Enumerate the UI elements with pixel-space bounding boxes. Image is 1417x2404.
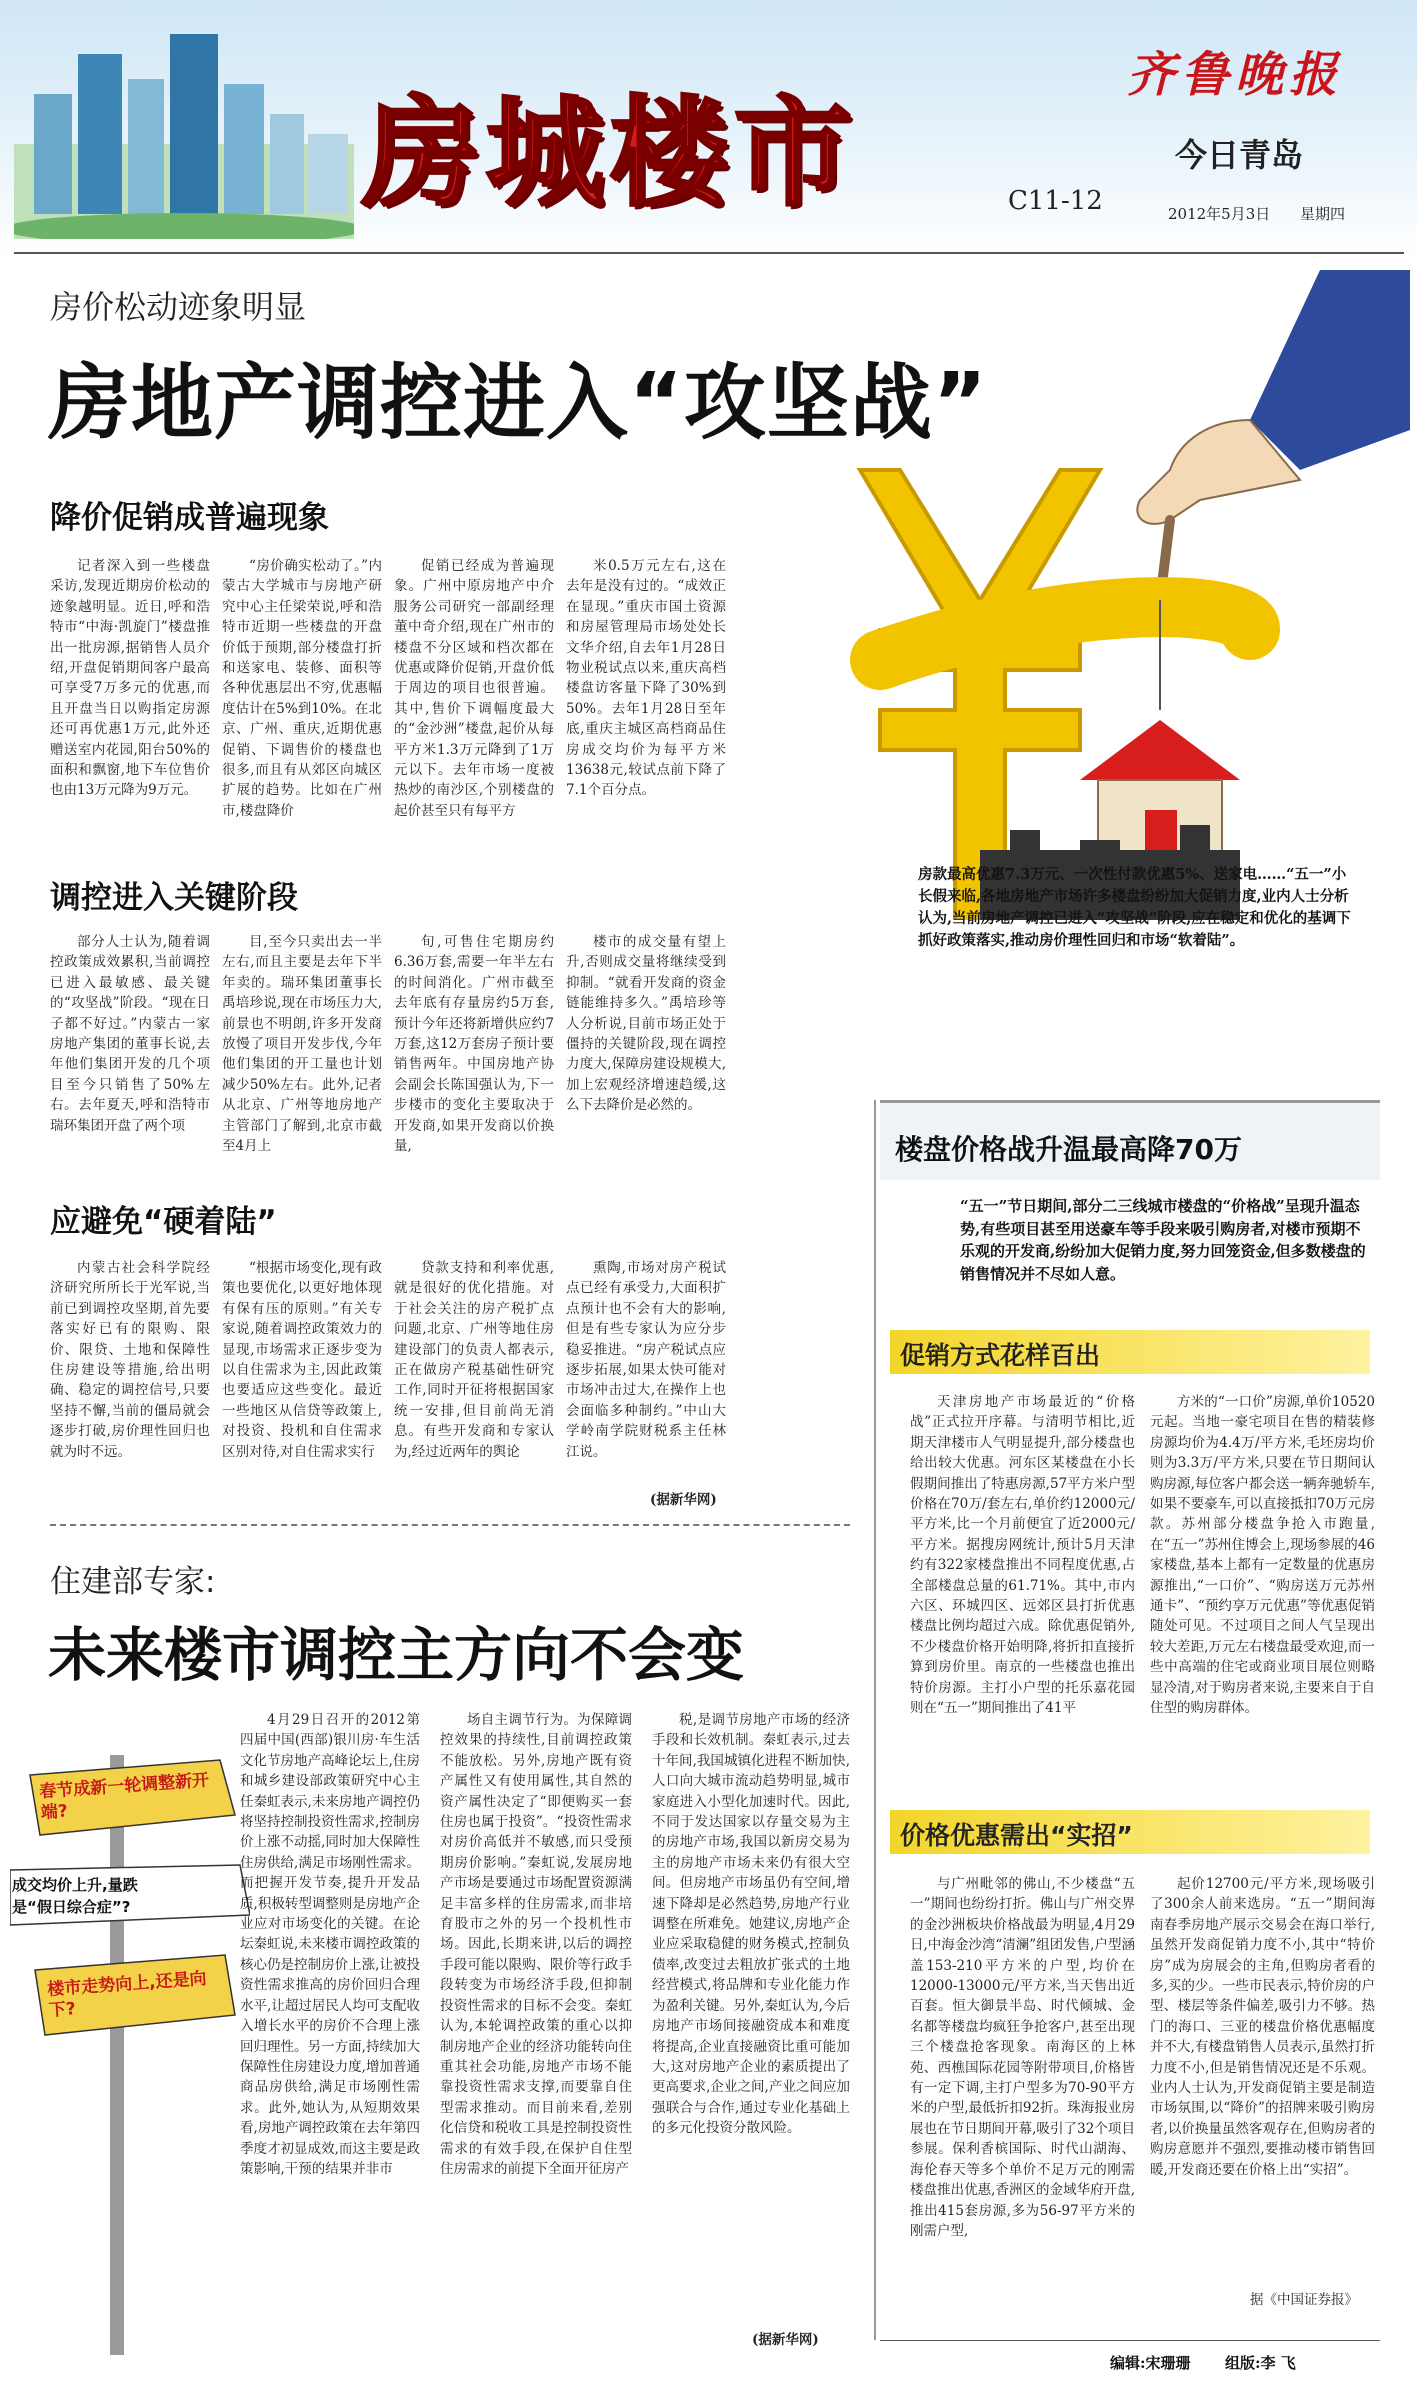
- story1-sec2-col2: 目,至今只卖出去一半左右,而且主要是去年下半年卖的。瑞环集团董事长禹培珍说,现在市场压力大,前景也不明朗,许多开发商放慢了项目开发步伐,今年他们集团的开工量也计划减少50%左右。此外,记者从北京、广州等地房地产主管部门了解到,北京市截至4月上: [222, 934, 382, 1155]
- sidebar-t1-col1: 天津房地产市场最近的“价格战”正式拉开序幕。与清明节相比,近期天津楼市人气明显提升,部分楼盘也给出较大优惠。河东区某楼盘在小长假期间推出了特惠房源,57平方米户型价格在70万/套左右,单价约12000元/平方米,比一个月前便宜了近2000元/平方米。据搜房网统计,预计5月天津约有322家楼盘推出不同程度优惠,占全部楼盘总量的61.71%。其中,市内六区、环城四区、远郊区县打折优惠楼盘比例均超过六成。除优惠促销外,不少楼盘价格开始明降,将折扣直接折算到房价里。南京的一些楼盘也推出特价房源。主打小户型的托乐嘉花园则在“五一”期间推出了41平: [910, 1394, 1135, 1717]
- story2-kicker: 住建部专家:: [50, 1564, 216, 1600]
- sidebar-t2-col1: 与广州毗邻的佛山,不少楼盘“五一”期间也纷纷打折。佛山与广州交界的金沙洲板块价格战最为明显,4月29日,中海金沙湾“清澜”组团发售,户型涵盖153-210平方米的户型,均价在12000-13000元/平方米,当天售出近百套。恒大御景半岛、时代倾城、金名都等楼盘均疯狂争抢客户,甚至出现三个楼盘抢客现象。南海区的上林苑、西樵国际花园等附带项目,价格皆有一定下调,主打户型多为70-90平方米的户型,最低折扣92折。珠海报业房展也在节日期间开幕,吸引了32个项目参展。保利香槟国际、时代山湖海、海伦春天等多个单价不足万元的刚需楼盘推出优惠,香洲区的金域华府开盘,推出415套房源,多为56-97平方米的刚需户型,: [910, 1876, 1135, 2239]
- masthead-divider: [14, 252, 1404, 254]
- page-code: C11-12: [1008, 186, 1103, 216]
- story1-kicker: 房价松动迹象明显: [50, 288, 307, 326]
- sidebar-headline: 楼盘价格战升温最高降70万: [895, 1133, 1242, 1166]
- story2-col2: 场自主调节行为。为保障调控效果的持续性,目前调控政策不能放松。另外,房地产既有资产属性又有使用属性,其自然的资产属性决定了“即便购买一套住房也属于投资”。“投资性需求对房价高低并不敏感,而只受预期房价影响。”秦虹说,发展房地产市场是要通过市场配置资源满足丰富多样的住房需求,而非培育股市之外的另一个投机性市场。因此,长期来讲,以后的调控手段可能以限购、限价等行政手段转变为市场经济手段,但抑制投资性需求的目标不会变。秦虹认为,本轮调控政策的重心以抑制房地产企业的经济功能转向住重其社会功能,房地产市场不能靠投资性需求支撑,而要靠自住型需求推动。而目前来看,差别化信贷和税收工具是控制投资性需求的有效手段,在保护自住型住房需求的前提下全面开征房产: [440, 1712, 632, 2177]
- story1-sec3-col2: “根据市场变化,现有政策也要优化,以更好地体现有保有压的原则。”有关专家说,随着调控政策效力的显现,市场需求正逐步变为以自住需求为主,因此政策也要适应这些变化。最近一些地区从信贷等政策上,对投资、投机和自住需求区别对待,对自住需求实行: [222, 1260, 382, 1460]
- story1-sec2-col4: 楼市的成交量有望上升,否则成交量将继续受到抑制。“就看开发商的资金链能维持多久。”禹培珍等人分析说,目前市场正处于僵持的关键阶段,现在调控力度大,保障房建设规模大,加上宏观经济增速趋缓,这么下去降价是必然的。: [566, 934, 726, 1114]
- sign-label-2a: 成交均价上升,量跌: [12, 1876, 138, 1894]
- sign-label-2b: 是“假日综合症”?: [12, 1898, 131, 1916]
- editor-credit: 编辑:宋珊珊: [1110, 2354, 1191, 2372]
- sidebar-rule: [874, 1100, 876, 2340]
- newspaper-logo: 齐鲁晚报: [1126, 47, 1343, 103]
- story-divider: [50, 1524, 850, 1526]
- sidebar-tag-1: 促销方式花样百出: [900, 1341, 1101, 1370]
- story1-subhead-2: 调控进入关键阶段: [50, 880, 298, 916]
- issue-weekday: 星期四: [1300, 205, 1346, 223]
- story1-source: (据新华网): [650, 1492, 717, 1508]
- sidebar-t2-col2: 起价12700元/平方米,现场吸引了300余人前来选房。“五一”期间海南春季房地产展示交易会在海口举行,虽然开发商促销力度不小,其中“特价房”成为房展会的主角,但购房者看的多,买的少。一些市民表示,特价房的户型、楼层等条件偏差,吸引力不够。热门的海口、三亚的楼盘价格优惠幅度并不大,有楼盘销售人员表示,虽然打折力度不小,但是销售情况还是不乐观。业内人士认为,开发商促销主要是制造市场氛围,以“降价”的招牌来吸引购房者,以价换量虽然客观存在,但购房者的购房意愿并不强烈,要推动楼市销售回暖,开发商还要在价格上出“实招”。: [1150, 1876, 1375, 2178]
- story1-sec1-col4: 米0.5万元左右,这在去年是没有过的。“成效正在显现。”重庆市国土资源和房屋管理局市场处处长文华介绍,自去年1月28日物业税试点以来,重庆高档楼盘访客量下降了30%到50%。去年1月28日至年底,重庆主城区高档商品住房成交均价为每平方米13638元,较试点前下降了7.1个百分点。: [566, 558, 726, 799]
- sign-label-3: 楼市走势向上,还是向下?: [46, 1968, 208, 2021]
- story2-source: (据新华网): [752, 2332, 819, 2348]
- story1-sec1-col1: 记者深入到一些楼盘采访,发现近期房价松动的迹象越明显。近日,呼和浩特市“中海·凯旋门”楼盘推出一批房源,据销售人员介绍,开盘促销期间客户最高可享受7万多元的优惠,而且开盘当日以购指定房源还可再优惠1万元,此外还赠送室内花园,阳台50%的面积和飘窗,地下车位售价也由13万元降为9万元。: [50, 558, 210, 799]
- story2-headline: 未来楼市调控主方向不会变: [48, 1621, 745, 1689]
- story2-col1: 4月29日召开的2012第四届中国(西部)银川房·车生活文化节房地产高峰论坛上,住房和城乡建设部政策研究中心主任秦虹表示,未来房地产调控仍将坚持控制投资性需求,控制房价上涨不动摇,同时加大保障性住房供给,满足市场刚性需求。而把握开发节奏,提升开发品质,积极转型调整则是房地产企业应对市场变化的关键。在论坛秦虹说,未来楼市调控政策的核心仍是控制房价上涨,让被投资性需求推高的房价回归合理水平,让超过居民人均可支配收入增长水平的房价不合理上涨回归理性。另一方面,持续加大保障性住房建设力度,增加普通商品房供给,满足市场刚性需求。此外,她认为,从短期效果看,房地产调控政策在去年第四季度才初显成效,而这主要是政策影响,干预的结果并非市: [240, 1712, 420, 2177]
- sidebar-lede: “五一”节日期间,部分二三线城市楼盘的“价格战”呈现升温态势,有些项目甚至用送豪车等手段来吸引购房者,对楼市预期不乐观的开发商,纷纷加大促销力度,努力回笼资金,但多数楼盘的销售情况并不尽如人意。: [960, 1197, 1366, 1283]
- designer-credit: 组版:李 飞: [1225, 2354, 1296, 2372]
- story1-subhead-3: 应避免“硬着陆”: [50, 1204, 277, 1240]
- story1-sec1-col2: “房价确实松动了。”内蒙古大学城市与房地产研究中心主任梁荣说,呼和浩特市近期一些楼盘的开盘价低于预期,部分楼盘打折和送家电、装修、面积等各种优惠层出不穷,优惠幅度估计在5%到10%。在北京、广州、重庆,近期优惠促销、下调售价的楼盘也很多,而且有从郊区向城区扩展的趋势。比如在广州市,楼盘降价: [222, 558, 382, 819]
- story1-sec2-col1: 部分人士认为,随着调控政策成效累积,当前调控已进入最敏感、最关键的“攻坚战”阶段。“现在日子都不好过。”内蒙古一家房地产集团的董事长说,去年他们集团开发的几个项目至今只销售了50%左右。去年夏天,呼和浩特市瑞环集团开盘了两个项: [50, 934, 210, 1134]
- sidebar-t1-col2: 方米的“一口价”房源,单价10520元起。当地一豪宅项目在售的精装修房源均价为4.4万/平方米,毛坯房均价则为3.3万/平方米,只要在节日期间认购房源,每位客户都会送一辆奔驰轿车,如果不要豪车,可以直接抵扣70万元房款。苏州部分楼盘争抢入市跑量,在“五一”苏州住博会上,现场参展的46家楼盘,基本上都有一定数量的优惠房源推出,“一口价”、“购房送万元苏州通卡”、“预约享万元优惠”等优惠促销随处可见。不过项目之间人气呈现出较大差距,万元左右楼盘最受欢迎,而一些中高端的住宅或商业项目展位则略显冷清,对于购房者来说,主要来自于自住型的购房群体。: [1150, 1394, 1375, 1717]
- edition-name: 今日青岛: [1175, 136, 1304, 174]
- sidebar-tag-2: 价格优惠需出“实招”: [900, 1821, 1133, 1850]
- story1-subhead-1: 降价促销成普遍现象: [50, 500, 329, 536]
- sidebar-source: 据《中国证券报》: [1250, 2292, 1358, 2308]
- story1-sec3-col3: 贷款支持和利率优惠,就是很好的优化措施。对于社会关注的房产税扩点问题,北京、广州等地住房建设部门的负责人都表示,正在做房产税基础性研究工作,同时开征将根据国家统一安排,但目前尚无消息。有些开发商和专家认为,经过近两年的舆论: [394, 1260, 554, 1460]
- story1-sec2-col3: 旬,可售住宅期房约6.36万套,需要一年半左右的时间消化。广州市截至去年底有存量房约5万套,预计今年还将新增供应约7万套,这12万套房子预计要销售两年。中国房地产协会副会长陈国强认为,下一步楼市的变化主要取决于开发商,如果开发商以价换量,: [394, 934, 554, 1155]
- city-skyline-graphic: [14, 24, 354, 239]
- footer-rule: [880, 2340, 1380, 2341]
- sign-label-1: 春节成新一轮调整新开端?: [38, 1770, 210, 1824]
- issue-date: 2012年5月3日: [1168, 205, 1271, 223]
- story1-headline: 房地产调控进入“攻坚战”: [48, 356, 988, 451]
- photo-caption: 房款最高优惠7.3万元、一次性付款优惠5%、送家电……“五一”小长假来临,各地房地产市场许多楼盘纷纷加大促销力度,业内人士分析认为,当前房地产调控已进入“攻坚战”阶段,应在稳定和优化的基调下抓好政策落实,推动房价理性回归和市场“软着陆”。: [918, 866, 1351, 949]
- section-title: 房城楼市: [362, 84, 859, 222]
- signpost-graphic: [10, 1755, 250, 2355]
- story1-sec3-col4: 熏陶,市场对房产税试点已经有承受力,大面积扩点预计也不会有大的影响,但是有些专家认为应分步稳妥推进。“房产税试点应逐步拓展,如果太快可能对市场冲击过大,在操作上也会面临多种制约。”中山大学岭南学院财税系主任林江说。: [566, 1260, 726, 1460]
- story1-sec3-col1: 内蒙古社会科学院经济研究所所长于光军说,当前已到调控攻坚期,首先要落实好已有的限购、限价、限贷、土地和保障性住房建设等措施,给出明确、稳定的调控信号,只要坚持不懈,当前的僵局就会逐步打破,房价理性回归也就为时不远。: [50, 1260, 210, 1460]
- story2-col3: 税,是调节房地产市场的经济手段和长效机制。秦虹表示,过去十年间,我国城镇化进程不断加快,人口向大城市流动趋势明显,城市家庭进入小型化加速时代。因此,不同于发达国家以存量交易为主的房地产市场,我国以新房交易为主的房地产市场未来仍有很大空间。但房地产市场虽仍有空间,增速下降却是必然趋势,房地产行业调整在所难免。她建议,房地产企业应采取稳健的财务模式,控制负债率,改变过去粗放扩张式的土地经营模式,将品牌和专业化能力作为盈利关键。另外,秦虹认为,今后房地产市场间接融资成本和难度将提高,企业直接融资比重可能加大,这对房地产企业的素质提出了更高要求,企业之间,产业之间应加强联合与合作,通过专业化基础上的多元化投资分散风险。: [652, 1712, 850, 2137]
- story1-sec1-col3: 促销已经成为普遍现象。广州中原房地产中介服务公司研究一部副经理董中奇介绍,现在广州市的楼盘不分区域和档次都在优惠或降价促销,开盘价低于周边的项目也很普遍。其中,售价下调幅度最大的“金沙洲”楼盘,起价从每平方米1.3万元降到了1万元以下。去年市场一度被热炒的南沙区,个别楼盘的起价甚至只有每平方: [394, 558, 554, 819]
